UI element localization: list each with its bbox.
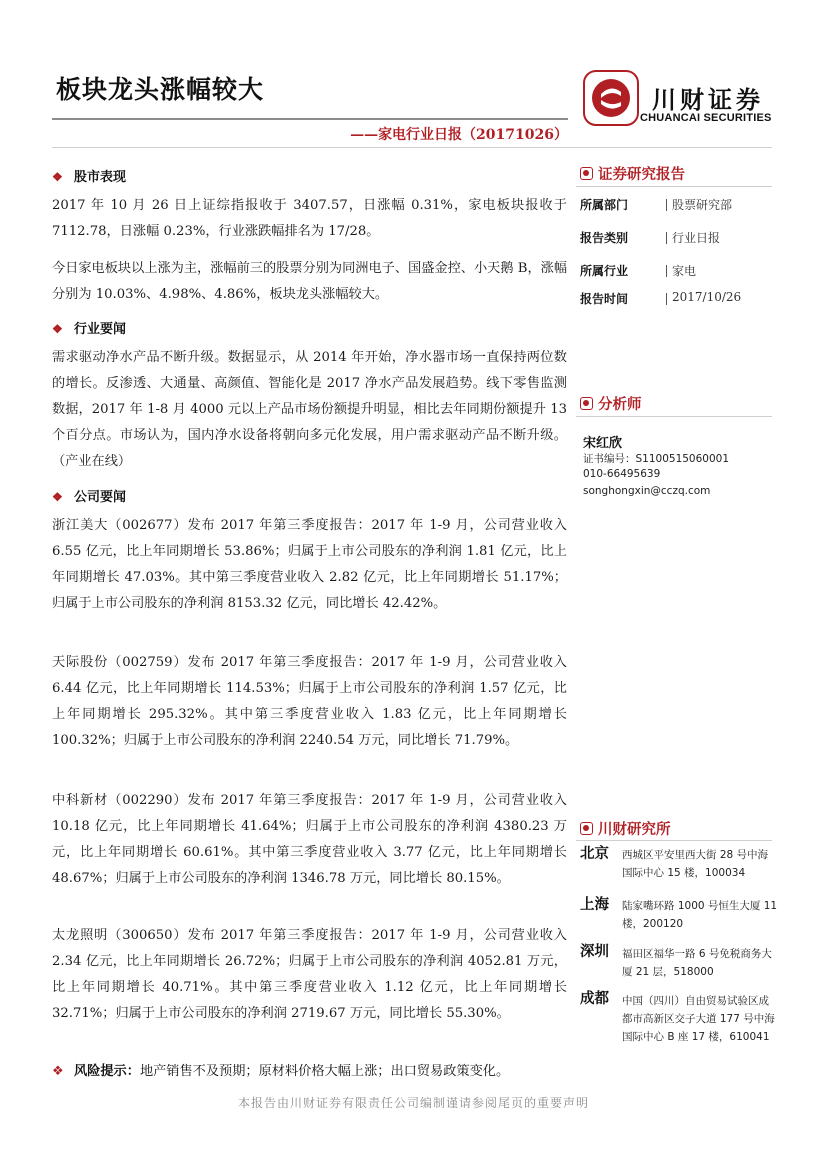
- analyst-name: 宋红欣: [583, 436, 623, 451]
- analyst-heading-label: 分析师: [598, 396, 642, 413]
- company-paragraph-2: 天际股份（002759）发布 2017 年第三季度报告：2017 年 1-9 月，公司营业收入 6.44 亿元，比上年同期增长 114.53%；归属于上市公司股东的净利润 1.57 亿元，比上年同期增长 295.32%。其中第三季度营业收入 1.83 亿元，比上年同期增长 100.32%；归属于上市公司股东的净利润 2240.54 万元，同比增长 71.79%。: [52, 655, 567, 748]
- info-value: 行业日报: [672, 231, 721, 245]
- institute-bullet-icon: [580, 822, 593, 835]
- info-row-industry: [580, 262, 776, 282]
- info-row-department: [580, 196, 776, 216]
- section-heading-label: 股市表现: [74, 170, 127, 185]
- header-divider: [52, 147, 772, 148]
- risk-text: 地产销售不及预期；原材料价格大幅上涨；出口贸易政策变化。: [139, 1064, 510, 1079]
- institute-heading: [580, 818, 671, 839]
- diamond-bullet-icon: ❖: [52, 1064, 64, 1079]
- company-paragraph-3: 中科新材（002290）发布 2017 年第三季度报告：2017 年 1-9 月，公司营业收入 10.18 亿元，比上年同期增长 41.64%；归属于上市公司股东的净利润 4380.23 万元，比上年同期增长 60.61%。其中第三季度营业收入 3.77 亿元，比上年同期增长 48.67%；归属于上市公司股东的净利润 1346.78 万元，同比增长 80.15%。: [52, 793, 567, 886]
- info-row-date: [580, 290, 776, 310]
- analyst-phone: 010-66495639: [583, 468, 661, 480]
- info-key: 所属部门: [580, 198, 629, 212]
- office-city-chengdu: 成都: [580, 990, 609, 1007]
- institute-heading-label: 川财研究所: [598, 821, 671, 838]
- section-heading-label: 行业要闻: [74, 322, 127, 337]
- page-title: 板块龙头涨幅较大: [56, 75, 265, 104]
- chuancai-logo-icon: [583, 70, 639, 126]
- report-bullet-icon: [580, 167, 593, 180]
- company-paragraph-4: 太龙照明（300650）发布 2017 年第三季度报告：2017 年 1-9 月，公司营业收入 2.34 亿元，比上年同期增长 26.72%；归属于上市公司股东的净利润 4052.81 万元，比上年同期增长 40.71%。其中第三季度营业收入 1.12 亿元，比上年同期增长 32.71%；归属于上市公司股东的净利润 2719.67 万元，同比增长 55.30%。: [52, 928, 567, 1021]
- title-divider: [52, 118, 568, 120]
- diamond-bullet-icon: ❖: [52, 170, 63, 184]
- sidebar-divider: [576, 416, 772, 417]
- company-paragraph-1: 浙江美大（002677）发布 2017 年第三季度报告：2017 年 1-9 月，公司营业收入 6.55 亿元，比上年同期增长 53.86%；归属于上市公司股东的净利润 1.81 亿元，比上年同期增长 47.03%。其中第三季度营业收入 2.82 亿元，比上年同期增长 51.17%；归属于上市公司股东的净利润 8153.32 亿元，同比增长 42.42%。: [52, 518, 567, 611]
- info-key: 报告时间: [580, 292, 629, 306]
- market-paragraph-2: 今日家电板块以上涨为主，涨幅前三的股票分别为同洲电子、国盛金控、小天鹅 B，涨幅分别为 10.03%、4.98%、4.86%，板块龙头涨幅较大。: [52, 261, 568, 302]
- office-address-shanghai: 陆家嘴环路 1000 号恒生大厦 11 楼，200120: [622, 900, 778, 930]
- analyst-cert: 证书编号：S1100515060001: [583, 453, 730, 465]
- analyst-email[interactable]: songhongxin@cczq.com: [583, 485, 711, 497]
- info-value: 股票研究部: [672, 198, 733, 212]
- section-heading-market: [52, 166, 126, 185]
- report-subtitle: ——家电行业日报（20171026）: [350, 127, 568, 143]
- risk-label: 风险提示：: [74, 1064, 140, 1079]
- office-address-shenzhen: 福田区福华一路 6 号免税商务大厦 21 层，518000: [622, 948, 772, 978]
- brand-name-en: CHUANCAI SECURITIES: [640, 112, 772, 124]
- info-key: 所属行业: [580, 264, 629, 278]
- section-heading-company: [52, 486, 126, 505]
- market-paragraph-1: 2017 年 10 月 26 日上证综指报收于 3407.57，日涨幅 0.31%，家电板块报收于 7112.78，日涨幅 0.23%，行业涨跌幅排名为 17/28。: [52, 198, 567, 239]
- office-address-chengdu: 中国（四川）自由贸易试验区成都市高新区交子大道 177 号中海国际中心 B 座 17 楼，610041: [622, 995, 775, 1043]
- analyst-heading: [580, 393, 642, 414]
- analyst-bullet-icon: [580, 397, 593, 410]
- section-heading-industry: [52, 318, 126, 337]
- office-city-beijing: 北京: [580, 845, 609, 862]
- diamond-bullet-icon: ❖: [52, 490, 63, 504]
- report-heading-label: 证券研究报告: [598, 166, 685, 183]
- info-value: 家电: [672, 264, 697, 278]
- info-row-report-type: [580, 229, 776, 249]
- office-address-beijing: 西城区平安里西大街 28 号中海国际中心 15 楼，100034: [622, 849, 769, 879]
- diamond-bullet-icon: ❖: [52, 322, 63, 336]
- brand-logo: [583, 70, 639, 126]
- brand-name-cn: 川财证券: [652, 86, 764, 114]
- risk-note: [52, 1060, 509, 1079]
- section-heading-label: 公司要闻: [74, 490, 127, 505]
- office-city-shanghai: 上海: [580, 896, 609, 913]
- info-key: 报告类别: [580, 231, 629, 245]
- industry-paragraph-1: 需求驱动净水产品不断升级。数据显示，从 2014 年开始，净水器市场一直保持两位数的增长。反渗透、大通量、高颜值、智能化是 2017 净水产品发展趋势。线下零售监测数据，2017 年 1-8 月 4000 元以上产品市场份额提升明显，相比去年同期份额提升 13 个百分点。市场认为，国内净水设备将朝向多元化发展，用户需求驱动产品不断升级。（产业在线）: [52, 350, 567, 469]
- report-info-heading: [580, 163, 685, 184]
- sidebar-divider: [576, 840, 772, 841]
- info-value: 2017/10/26: [672, 290, 742, 304]
- footer-disclaimer: 本报告由川财证券有限责任公司编制谨请参阅尾页的重要声明: [237, 1096, 589, 1110]
- office-city-shenzhen: 深圳: [580, 943, 609, 960]
- sidebar-divider: [576, 186, 772, 187]
